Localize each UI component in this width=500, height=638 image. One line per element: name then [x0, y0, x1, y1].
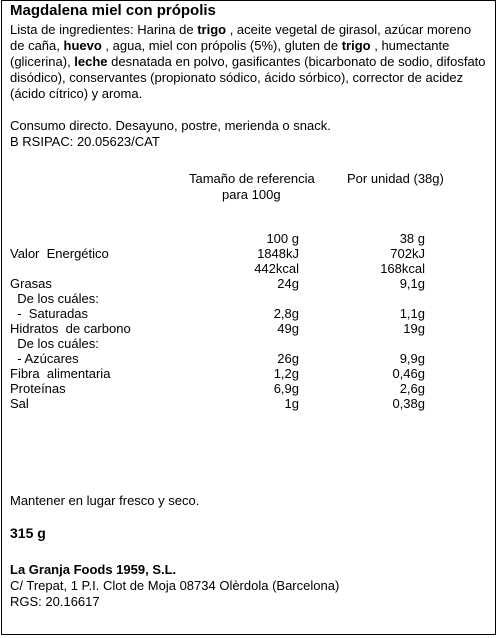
- nutrition-row-ref-value: 1,2g: [273, 366, 299, 381]
- nutrition-row-label: - Azúcares: [10, 351, 79, 366]
- ingredients-text: , humectante (glicerina),: [10, 38, 450, 69]
- ingredients-text: , aceite vegetal de girasol, azúcar moreno de caña,: [10, 22, 472, 53]
- nutrition-row-unit-value: 0,46g: [392, 366, 425, 381]
- nutrition-row-unit-value: 19g: [403, 321, 425, 336]
- nutrition-row-label: Proteínas: [10, 381, 66, 396]
- nutrition-row-ref-value: 6,9g: [273, 381, 299, 396]
- nutrition-base-ref: 100 g: [266, 231, 299, 246]
- nutrition-row-ref-value: 442kcal: [254, 261, 299, 276]
- nutrition-row-unit-value: 168kcal: [380, 261, 425, 276]
- nutrition-row-label: De los cuáles:: [10, 291, 99, 306]
- nutrition-header-unit: Por unidad (38g): [347, 171, 444, 186]
- nutrition-header-ref-line2: para 100g: [222, 187, 281, 202]
- product-title: Magdalena miel con própolis: [10, 2, 216, 19]
- ingredients-text: Lista de ingredientes: Harina de: [10, 22, 198, 37]
- allergen-text: trigo: [197, 22, 227, 37]
- ingredients-text: , agua, miel con própolis (5%), gluten de: [101, 38, 342, 53]
- nutrition-row-label: De los cuáles:: [10, 336, 99, 351]
- product-label: [1, 0, 496, 635]
- nutrition-row-ref-value: 49g: [277, 321, 299, 336]
- nutrition-row-unit-value: 0,38g: [392, 396, 425, 411]
- net-weight: 315 g: [10, 525, 46, 541]
- nutrition-row-ref-value: 2,8g: [273, 306, 299, 321]
- nutrition-row-label: - Saturadas: [10, 306, 89, 321]
- storage-note: Mantener en lugar fresco y seco.: [10, 493, 200, 508]
- allergen-text: trigo: [341, 38, 371, 53]
- nutrition-row-unit-value: 9,9g: [399, 351, 425, 366]
- nutrition-row-label: Sal: [10, 396, 29, 411]
- ingredients-list: [10, 22, 488, 102]
- ingredients-text: desnatada en polvo, gasificantes (bicarbonato de sodio, difosfato disódico), conservantes (propionato sódico, ácido sórbico), corrector de acidez (ácido cítrico) y aroma.: [10, 54, 486, 101]
- nutrition-row-unit-value: 9,1g: [399, 276, 425, 291]
- allergen-text: huevo: [63, 38, 102, 53]
- consumption-note: Consumo directo. Desayuno, postre, merienda o snack.: [10, 118, 331, 133]
- nutrition-row-label: Hidratos de carbono: [10, 321, 131, 336]
- nutrition-header-ref-line1: Tamaño de referencia: [189, 171, 315, 186]
- nutrition-row-ref-value: 1848kJ: [257, 246, 299, 261]
- nutrition-row-ref-value: 26g: [277, 351, 299, 366]
- nutrition-row-ref-value: 24g: [277, 276, 299, 291]
- nutrition-row-label: Grasas: [10, 276, 52, 291]
- nutrition-row-ref-value: 1g: [284, 396, 299, 411]
- rsipac-code: B RSIPAC: 20.05623/CAT: [10, 134, 160, 149]
- nutrition-row-label: Valor Energético: [10, 246, 109, 261]
- allergen-text: leche: [74, 54, 108, 69]
- nutrition-row-unit-value: 1,1g: [399, 306, 425, 321]
- nutrition-row-unit-value: 702kJ: [390, 246, 425, 261]
- company-name: La Granja Foods 1959, S.L.: [10, 562, 177, 577]
- company-address: C/ Trepat, 1 P.I. Clot de Moja 08734 Olèrdola (Barcelona): [10, 578, 340, 593]
- nutrition-row-unit-value: 2,6g: [399, 381, 425, 396]
- company-rgs: RGS: 20.16617: [10, 594, 100, 609]
- nutrition-row-label: Fibra alimentaria: [10, 366, 111, 381]
- nutrition-base-unit: 38 g: [399, 231, 425, 246]
